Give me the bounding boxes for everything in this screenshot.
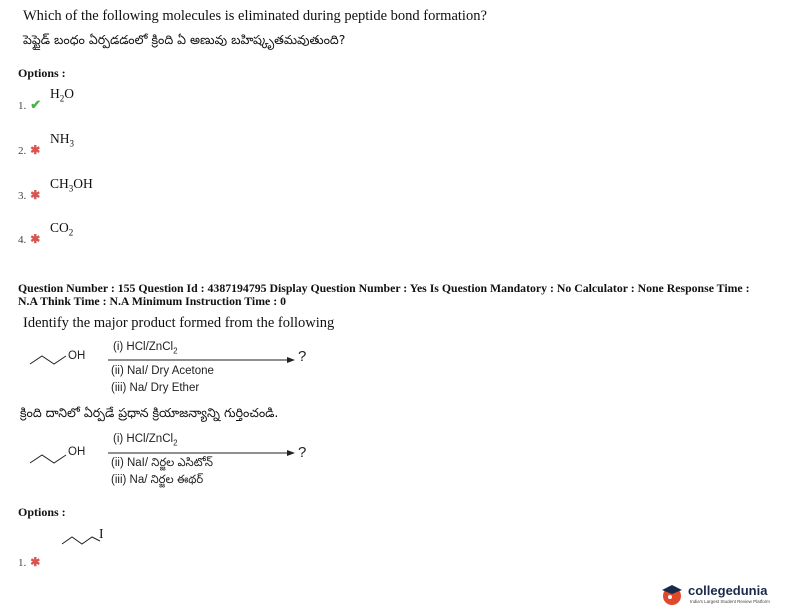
logo-name: collegedunia bbox=[688, 583, 768, 598]
option-number: 4. bbox=[18, 234, 27, 246]
question1-text-en: Which of the following molecules is eliminated during peptide bond formation? bbox=[23, 8, 487, 24]
reagent-step3: (iii) Na/ నిర్జల ఈథర్ bbox=[111, 474, 204, 486]
option-1-formula: $H_2O$ bbox=[50, 86, 74, 104]
reagent-step3: (iii) Na/ Dry Ether bbox=[111, 382, 200, 394]
product-question-mark: ? bbox=[298, 444, 307, 461]
reagent-step2: (ii) NaI/ Dry Acetone bbox=[111, 365, 214, 377]
question1-options-label: Options : bbox=[18, 66, 66, 80]
question2-text-te: క్రింది దానిలో ఏర్పడే ప్రధాన క్రియాజన్యాన్ని గుర్తించండి. bbox=[20, 405, 279, 420]
graduation-cap-icon bbox=[660, 582, 686, 606]
option-number: 2. bbox=[18, 145, 27, 157]
option-1-row bbox=[18, 96, 41, 114]
arrow-head bbox=[287, 357, 295, 363]
alkyl-chain-structure bbox=[30, 455, 66, 463]
option-number: 3. bbox=[18, 190, 27, 202]
product-question-mark: ? bbox=[298, 348, 307, 365]
option-2-formula: $NH_3$ bbox=[50, 131, 74, 149]
alkyl-chain-structure bbox=[30, 356, 66, 364]
substituent-oh: OH bbox=[68, 350, 86, 362]
collegedunia-logo bbox=[660, 581, 788, 607]
wrong-cross-icon: ✱ bbox=[30, 143, 41, 157]
reagent-step2: (ii) NaI/ నిర్జల ఎసిటోన్ bbox=[111, 457, 213, 469]
option-3-formula: $CH_3OH$ bbox=[50, 176, 93, 194]
arrow-head bbox=[287, 450, 295, 456]
option-number: 1. bbox=[18, 557, 27, 569]
wrong-cross-icon: ✱ bbox=[30, 188, 41, 202]
substituent-iodine: I bbox=[99, 526, 104, 541]
option-number: 1. bbox=[18, 100, 27, 112]
substituent-oh: OH bbox=[68, 446, 86, 458]
wrong-cross-icon: ✱ bbox=[30, 555, 41, 569]
logo-tagline: India's Largest Student Review Platform bbox=[690, 599, 770, 604]
correct-check-icon: ✔ bbox=[30, 97, 42, 112]
option-3-row bbox=[18, 186, 40, 204]
question-meta-info: Question Number : 155 Question Id : 4387194795 Display Question Number : Yes Is Question Mandatory : No Calculator : None Response Time : N.A Think Time : N.A Minimum Instruction Time : 0 bbox=[18, 281, 750, 308]
option-2-row bbox=[18, 141, 40, 159]
alkyl-chain-structure bbox=[62, 537, 100, 544]
reagent-step1: (i) HCl/ZnCl$_2$ bbox=[113, 433, 178, 448]
question2-text-en: Identify the major product formed from the following bbox=[23, 315, 335, 331]
option-4-formula: $CO_2$ bbox=[50, 220, 74, 238]
q2-option-1-row bbox=[18, 553, 40, 571]
question2-options-label: Options : bbox=[18, 505, 66, 519]
wrong-cross-icon: ✱ bbox=[30, 232, 41, 246]
reagent-step1: (i) HCl/ZnCl$_2$ bbox=[113, 341, 178, 356]
question1-text-te: పెప్టైడ్ బంధం ఏర్పడడంలో క్రింది ఏ అణువు బహిష్కృతమవుతుంది? bbox=[23, 32, 346, 47]
option-4-row bbox=[18, 230, 40, 248]
